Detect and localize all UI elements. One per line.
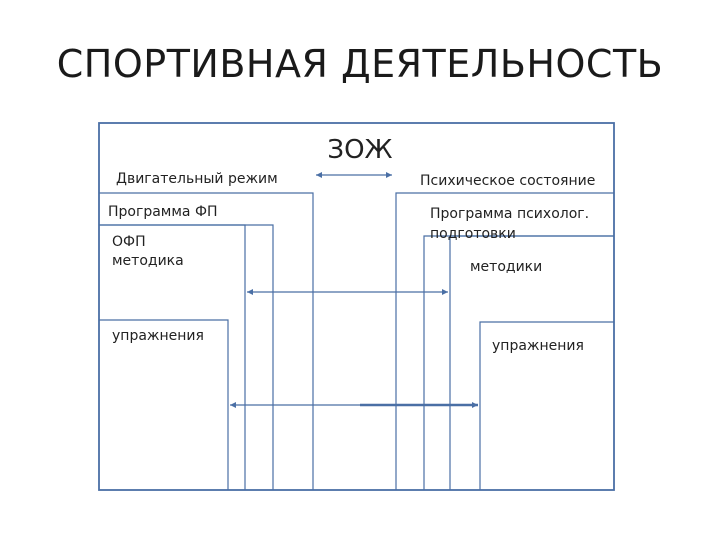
right-exercises-label: упражнения	[492, 338, 584, 354]
program-fp-label: Программа ФП	[108, 204, 218, 220]
psych-state-label: Психическое состояние	[420, 173, 596, 189]
ofp-label: ОФП	[112, 234, 146, 250]
psych-program-label: Программа психолог.	[430, 206, 590, 222]
motor-mode-label: Двигательный режим	[116, 171, 278, 187]
psych-training-label: подготовки	[430, 226, 516, 242]
zozh-label: ЗОЖ	[320, 130, 400, 170]
left-exercises-label: упражнения	[112, 328, 204, 344]
page-title: СПОРТИВНАЯ ДЕЯТЕЛЬНОСТЬ	[56, 42, 664, 86]
left-method-label: методика	[112, 253, 184, 269]
right-methods-label: методики	[470, 259, 543, 275]
